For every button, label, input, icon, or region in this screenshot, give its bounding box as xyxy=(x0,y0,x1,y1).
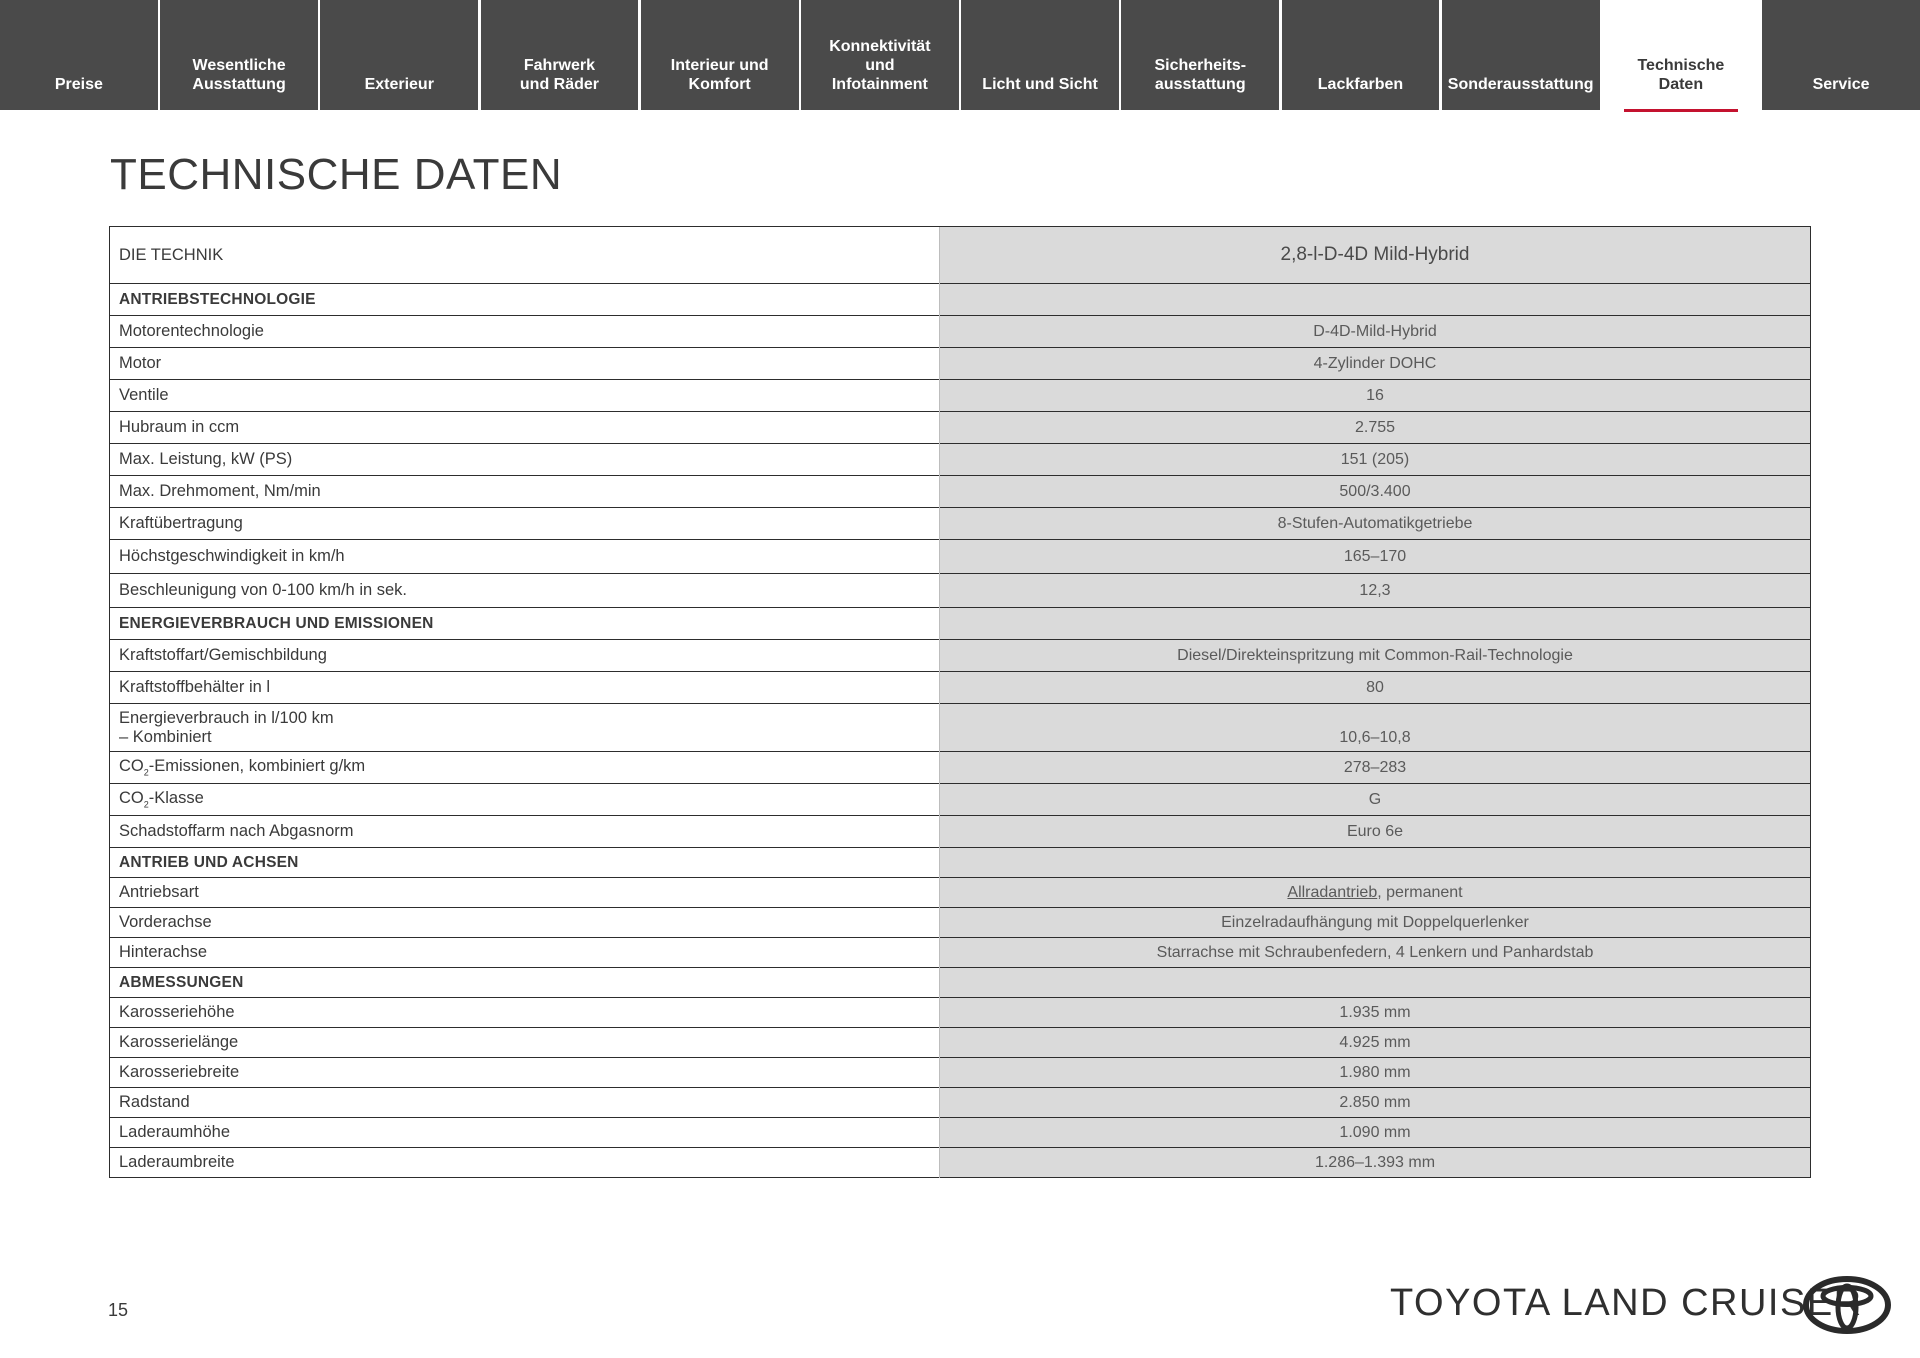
row-label: Kraftübertragung xyxy=(110,508,940,540)
nav-tab-label: Sonderausstattung xyxy=(1447,76,1594,93)
row-label: Motor xyxy=(110,348,940,380)
row-value: 12,3 xyxy=(940,574,1811,608)
nav-tab-interieur[interactable] xyxy=(641,0,799,110)
table-row xyxy=(110,574,1811,608)
row-value: 16 xyxy=(940,380,1811,412)
section-title: ABMESSUNGEN xyxy=(110,968,940,998)
section-value-cell xyxy=(940,968,1811,998)
row-value: Starrachse mit Schraubenfedern, 4 Lenkern und Panhardstab xyxy=(940,938,1811,968)
row-label: Max. Drehmoment, Nm/min xyxy=(110,476,940,508)
table-row xyxy=(110,784,1811,816)
row-value: 1.090 mm xyxy=(940,1118,1811,1148)
co2-subscript: 2 xyxy=(143,767,149,778)
row-value: Einzelradaufhängung mit Doppelquerlenker xyxy=(940,908,1811,938)
section-title: ENERGIEVERBRAUCH UND EMISSIONEN xyxy=(110,608,940,640)
row-label: Antriebsart xyxy=(110,878,940,908)
section-value-cell xyxy=(940,284,1811,316)
row-label: Beschleunigung von 0-100 km/h in sek. xyxy=(110,574,940,608)
row-label: Hinterachse xyxy=(110,938,940,968)
row-label xyxy=(110,784,940,816)
table-row xyxy=(110,998,1811,1028)
table-row xyxy=(110,508,1811,540)
row-value: Diesel/Direkteinspritzung mit Common-Rail-Technologie xyxy=(940,640,1811,672)
nav-tab-label: Technische Daten xyxy=(1637,57,1725,93)
section-row xyxy=(110,608,1811,640)
co2-prefix: CO xyxy=(119,757,144,776)
table-header-value: 2,8-l-D-4D Mild-Hybrid xyxy=(940,227,1811,284)
row-label: Kraftstoffbehälter in l xyxy=(110,672,940,704)
section-title: ANTRIEBSTECHNOLOGIE xyxy=(110,284,940,316)
table-row xyxy=(110,348,1811,380)
brand-name: TOYOTA LAND CRUISER xyxy=(1390,1282,1863,1324)
row-value-rest: , permanent xyxy=(1377,883,1463,901)
table-row xyxy=(110,938,1811,968)
nav-tab-fahrwerk[interactable] xyxy=(481,0,639,110)
co2-prefix: CO xyxy=(119,789,144,808)
row-value: 278–283 xyxy=(940,752,1811,784)
nav-tab-label: Preise xyxy=(54,76,103,93)
nav-tab-konnektivitaet[interactable] xyxy=(801,0,959,110)
row-value: Euro 6e xyxy=(940,816,1811,848)
row-value: 1.286–1.393 mm xyxy=(940,1148,1811,1178)
section-value-cell xyxy=(940,608,1811,640)
allradantrieb-link[interactable]: Allradantrieb xyxy=(1287,883,1378,901)
nav-tab-label: Lackfarben xyxy=(1317,76,1404,93)
row-value: 165–170 xyxy=(940,540,1811,574)
nav-tab-label: Licht und Sicht xyxy=(982,76,1098,93)
nav-tab-label: Service xyxy=(1812,76,1870,93)
row-label: Karosserielänge xyxy=(110,1028,940,1058)
table-row xyxy=(110,640,1811,672)
row-label: Laderaumbreite xyxy=(110,1148,940,1178)
table-row xyxy=(110,540,1811,574)
row-label-line2: – Kombiniert xyxy=(119,727,212,746)
row-value: 151 (205) xyxy=(940,444,1811,476)
row-label: Vorderachse xyxy=(110,908,940,938)
row-value: 4.925 mm xyxy=(940,1028,1811,1058)
row-label: Motorentechnologie xyxy=(110,316,940,348)
nav-tab-label: Interieur und Komfort xyxy=(670,57,769,93)
row-value: 10,6–10,8 xyxy=(940,704,1811,752)
table-row xyxy=(110,752,1811,784)
table-row xyxy=(110,316,1811,348)
table-row xyxy=(110,704,1811,752)
row-value xyxy=(940,878,1811,908)
nav-tab-label: Konnektivität und Infotainment xyxy=(829,38,931,93)
nav-tab-preise[interactable] xyxy=(0,0,158,110)
nav-tab-label: Wesentliche Ausstattung xyxy=(192,57,286,93)
nav-tab-licht-und-sicht[interactable] xyxy=(961,0,1119,110)
row-value: 80 xyxy=(940,672,1811,704)
table-row xyxy=(110,476,1811,508)
row-label: Karosseriebreite xyxy=(110,1058,940,1088)
table-row xyxy=(110,1088,1811,1118)
row-value: D-4D-Mild-Hybrid xyxy=(940,316,1811,348)
nav-tab-service[interactable] xyxy=(1762,0,1920,110)
section-row xyxy=(110,284,1811,316)
table-row xyxy=(110,1028,1811,1058)
row-value: 2.755 xyxy=(940,412,1811,444)
row-label: Max. Leistung, kW (PS) xyxy=(110,444,940,476)
nav-tab-sonderausstattung[interactable] xyxy=(1442,0,1600,110)
row-label-line1: Energieverbrauch in l/100 km xyxy=(119,708,334,727)
table-row xyxy=(110,444,1811,476)
nav-tab-exterieur[interactable] xyxy=(320,0,478,110)
table-row xyxy=(110,672,1811,704)
row-value: 2.850 mm xyxy=(940,1088,1811,1118)
table-header-label: DIE TECHNIK xyxy=(110,227,940,284)
spec-table xyxy=(109,226,1811,1178)
nav-tab-lackfarben[interactable] xyxy=(1282,0,1440,110)
table-row xyxy=(110,1148,1811,1178)
table-header-row xyxy=(110,227,1811,284)
table-row xyxy=(110,412,1811,444)
co2-suffix: -Klasse xyxy=(148,789,204,808)
row-label xyxy=(110,752,940,784)
row-label: Laderaumhöhe xyxy=(110,1118,940,1148)
nav-tab-wesentliche-ausstattung[interactable] xyxy=(160,0,318,110)
nav-tab-label: Sicherheits- ausstattung xyxy=(1154,57,1247,93)
co2-subscript: 2 xyxy=(143,799,149,810)
row-label: Radstand xyxy=(110,1088,940,1118)
page-title: TECHNISCHE DATEN xyxy=(110,150,563,199)
section-row xyxy=(110,968,1811,998)
row-label: Karosseriehöhe xyxy=(110,998,940,1028)
row-label: Ventile xyxy=(110,380,940,412)
row-label xyxy=(110,704,940,752)
table-row xyxy=(110,1058,1811,1088)
nav-tab-sicherheitsausstattung[interactable] xyxy=(1121,0,1279,110)
row-value: 4-Zylinder DOHC xyxy=(940,348,1811,380)
table-row xyxy=(110,380,1811,412)
row-label: Hubraum in ccm xyxy=(110,412,940,444)
page-number: 15 xyxy=(108,1300,129,1320)
row-label: Höchstgeschwindigkeit in km/h xyxy=(110,540,940,574)
row-label: Schadstoffarm nach Abgasnorm xyxy=(110,816,940,848)
table-row xyxy=(110,908,1811,938)
table-row xyxy=(110,1118,1811,1148)
top-navigation xyxy=(0,0,1920,112)
row-value: 500/3.400 xyxy=(940,476,1811,508)
table-row xyxy=(110,878,1811,908)
section-row xyxy=(110,848,1811,878)
nav-tab-label: Fahrwerk und Räder xyxy=(519,57,600,93)
section-title: ANTRIEB UND ACHSEN xyxy=(110,848,940,878)
row-value: 1.980 mm xyxy=(940,1058,1811,1088)
nav-tab-label: Exterieur xyxy=(364,76,434,93)
nav-tab-technische-daten[interactable] xyxy=(1602,0,1760,110)
row-value: 1.935 mm xyxy=(940,998,1811,1028)
toyota-logo-icon xyxy=(1802,1275,1892,1335)
row-label: Kraftstoffart/Gemischbildung xyxy=(110,640,940,672)
section-value-cell xyxy=(940,848,1811,878)
row-value: 8-Stufen-Automatikgetriebe xyxy=(940,508,1811,540)
row-value: G xyxy=(940,784,1811,816)
co2-suffix: -Emissionen, kombiniert g/km xyxy=(148,757,366,776)
table-row xyxy=(110,816,1811,848)
